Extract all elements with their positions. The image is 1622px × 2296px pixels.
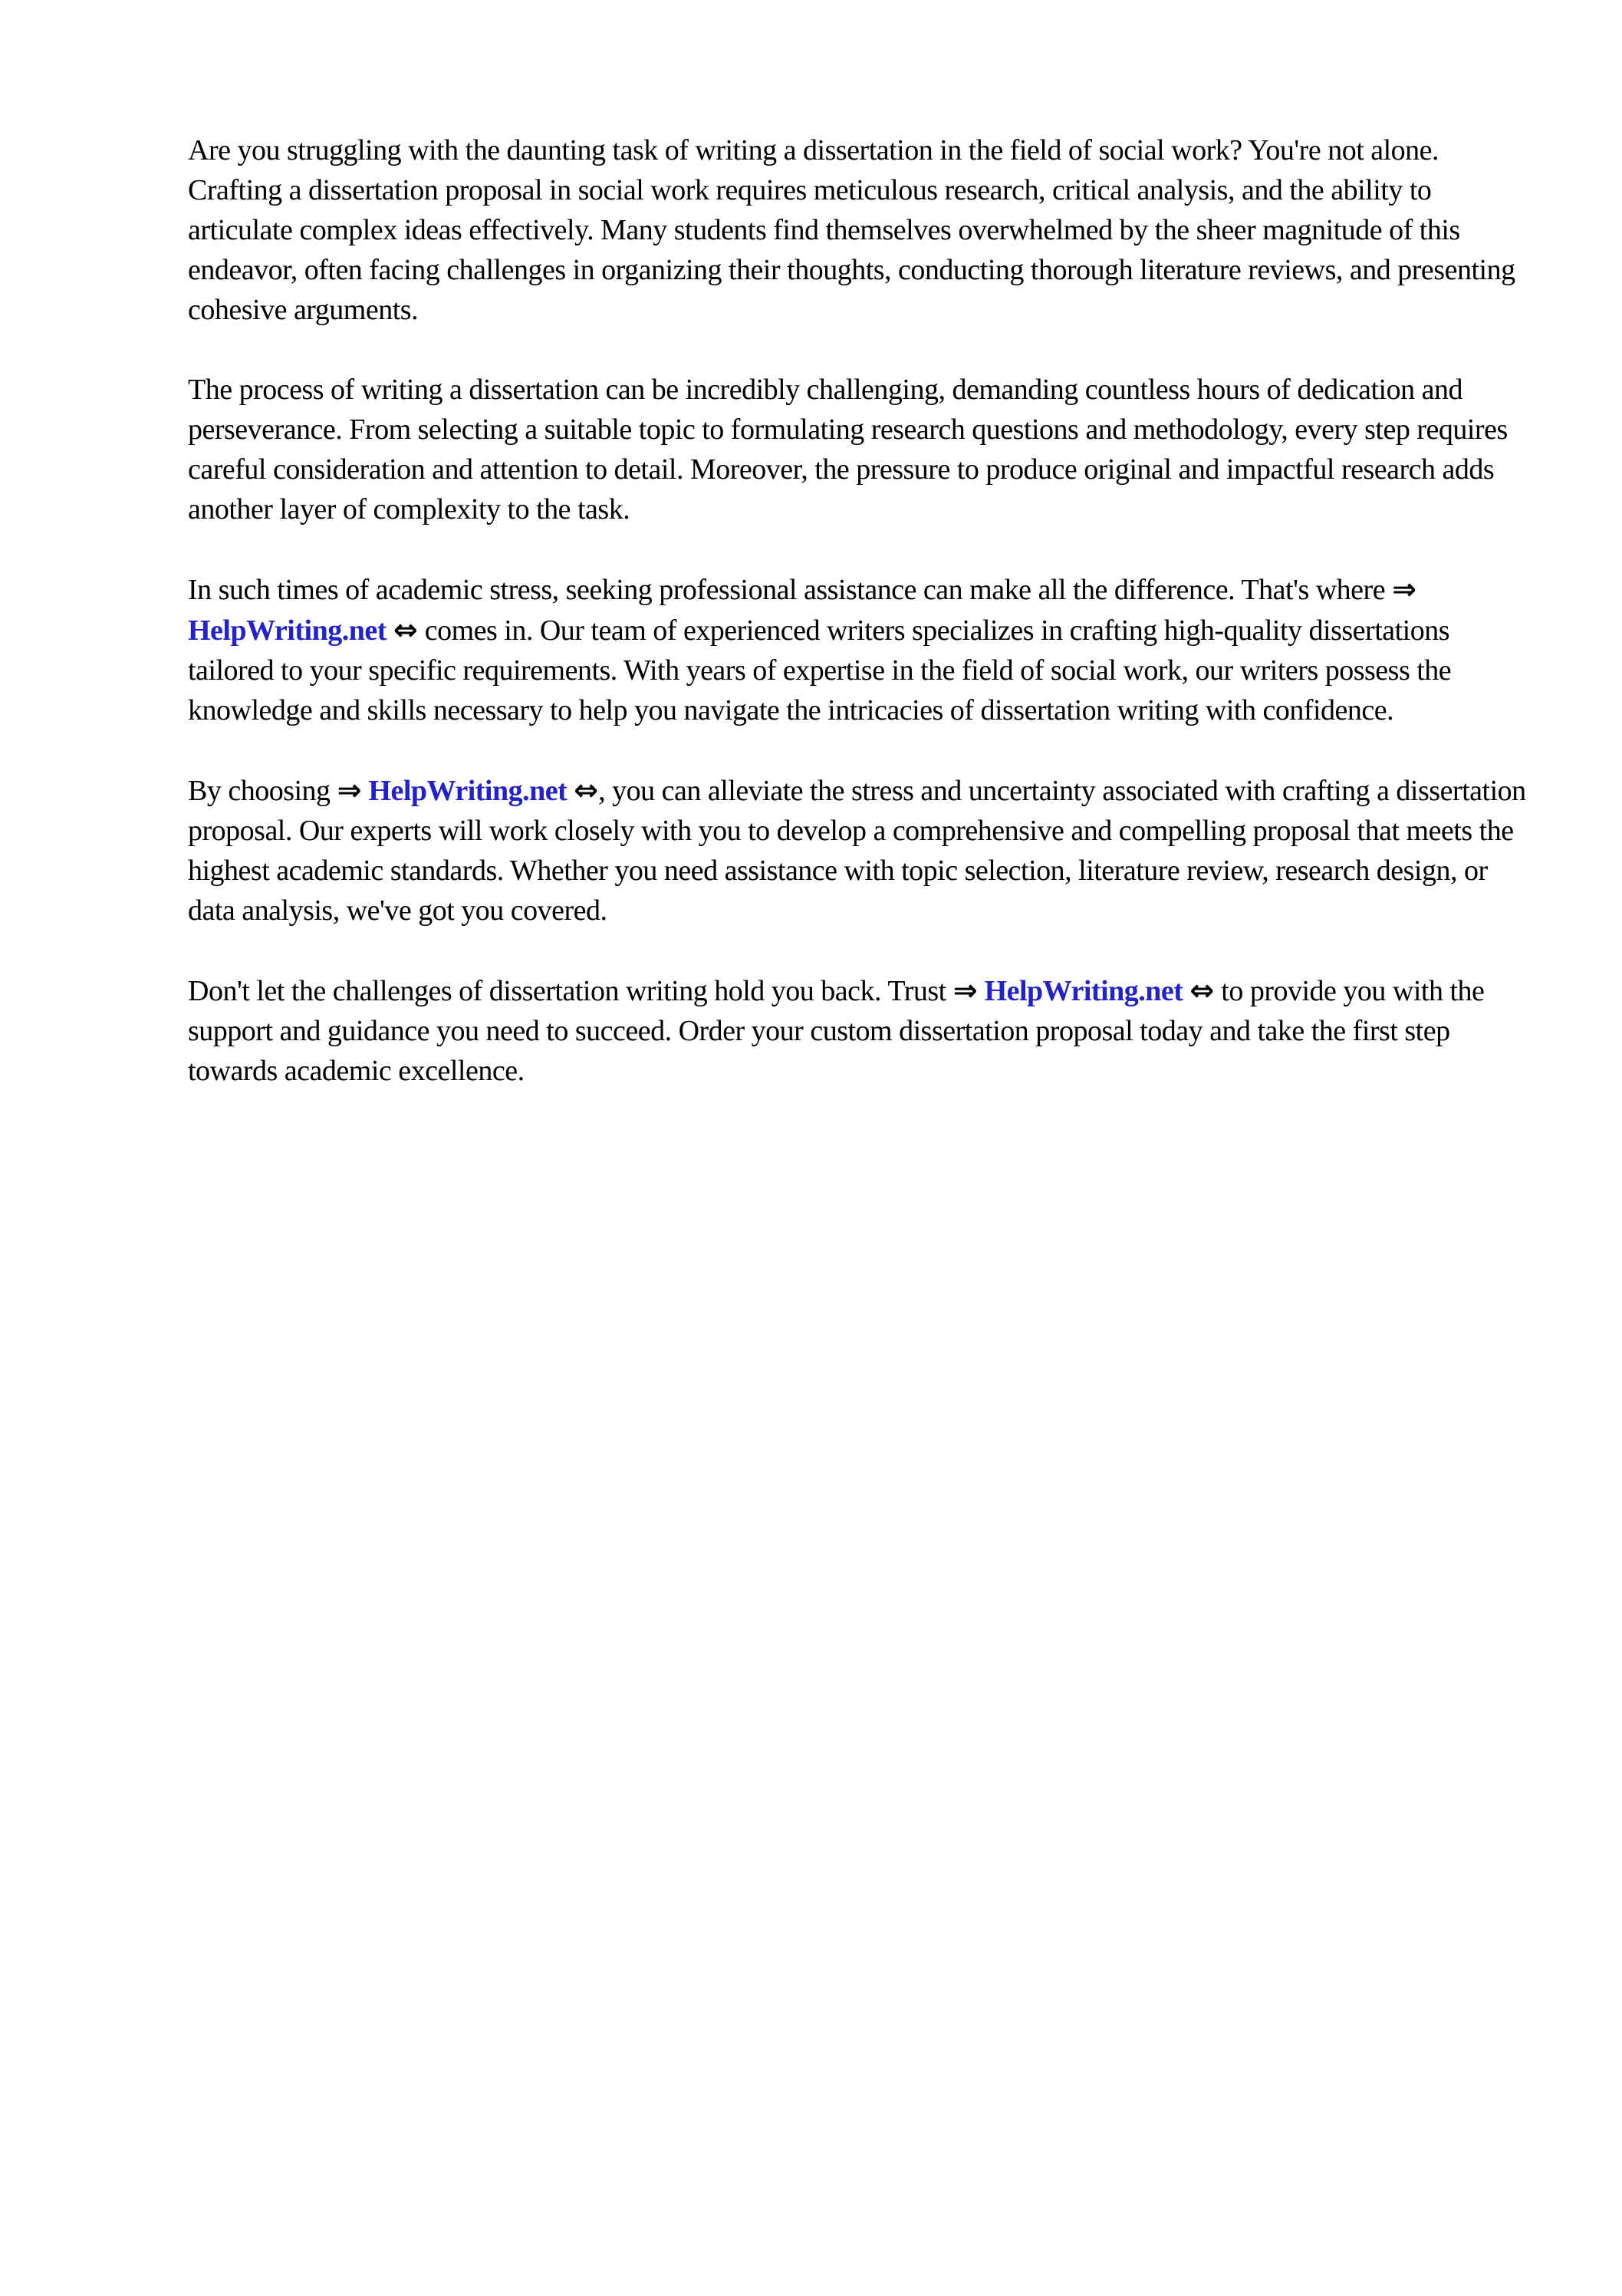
double-arrow-right-icon: ⇒ — [952, 973, 978, 1007]
paragraph-text: comes in. Our team of experienced writers specializes in crafting high-quality dissertations tailored to your specific requirements. With years of expertise in the field of social work, our writers possess the knowledge and skills necessary to help you navigate the intricacies of dissertation writing with confidence. — [188, 614, 1452, 726]
paragraph-text: In such times of academic stress, seeking professional assistance can make all the difference. That's where — [188, 574, 1393, 606]
document-content — [188, 130, 1534, 1131]
helpwriting-link[interactable]: HelpWriting.net — [984, 975, 1183, 1007]
double-arrow-right-icon: ⇒ — [1392, 572, 1416, 606]
double-arrow-both-icon: ⇔ — [574, 773, 599, 807]
paragraph-text — [978, 975, 985, 1007]
helpwriting-link[interactable]: HelpWriting.net — [188, 614, 387, 647]
paragraph — [188, 770, 1534, 931]
paragraph-text — [567, 775, 574, 807]
paragraph-text: , you can alleviate the stress and uncertainty associated with crafting a dissertation proposal. Our experts will work closely with you to develop a comprehensive and compelling proposal that meets the highest academic standards. Whether you need assistance with topic selection, literature review, research design, or data analysis, we've got you covered. — [188, 775, 1526, 927]
paragraph-text: Don't let the challenges of dissertation writing hold you back. Trust — [188, 975, 953, 1007]
paragraph — [188, 370, 1534, 529]
paragraph — [188, 130, 1534, 330]
paragraph-text: By choosing — [188, 775, 337, 807]
double-arrow-both-icon: ⇔ — [393, 613, 418, 647]
paragraph — [188, 970, 1534, 1091]
paragraph-text: to provide you with the support and guidance you need to succeed. Order your custom dissertation proposal today and take the first step towards academic excellence. — [188, 975, 1485, 1087]
paragraph-text — [387, 614, 393, 647]
helpwriting-link[interactable]: HelpWriting.net — [368, 775, 568, 807]
paragraph — [188, 569, 1534, 730]
paragraph-text: Are you struggling with the daunting task of writing a dissertation in the field of social work? You're not alone. Crafting a dissertation proposal in social work requires meticulous research, critical analysis, and the ability to articulate complex ideas effectively. Many students find themselves overwhelmed by the sheer magnitude of this endeavor, often facing challenges in organizing their thoughts, conducting thorough literature reviews, and presenting cohesive arguments. — [188, 134, 1515, 326]
paragraph-text: The process of writing a dissertation can be incredibly challenging, demanding countless hours of dedication and perseverance. From selecting a suitable topic to formulating research questions and methodology, every step requires careful consideration and attention to detail. Moreover, the pressure to produce original and impactful research adds another layer of complexity to the task. — [188, 374, 1508, 525]
double-arrow-right-icon: ⇒ — [337, 773, 362, 807]
double-arrow-both-icon: ⇔ — [1189, 973, 1215, 1007]
